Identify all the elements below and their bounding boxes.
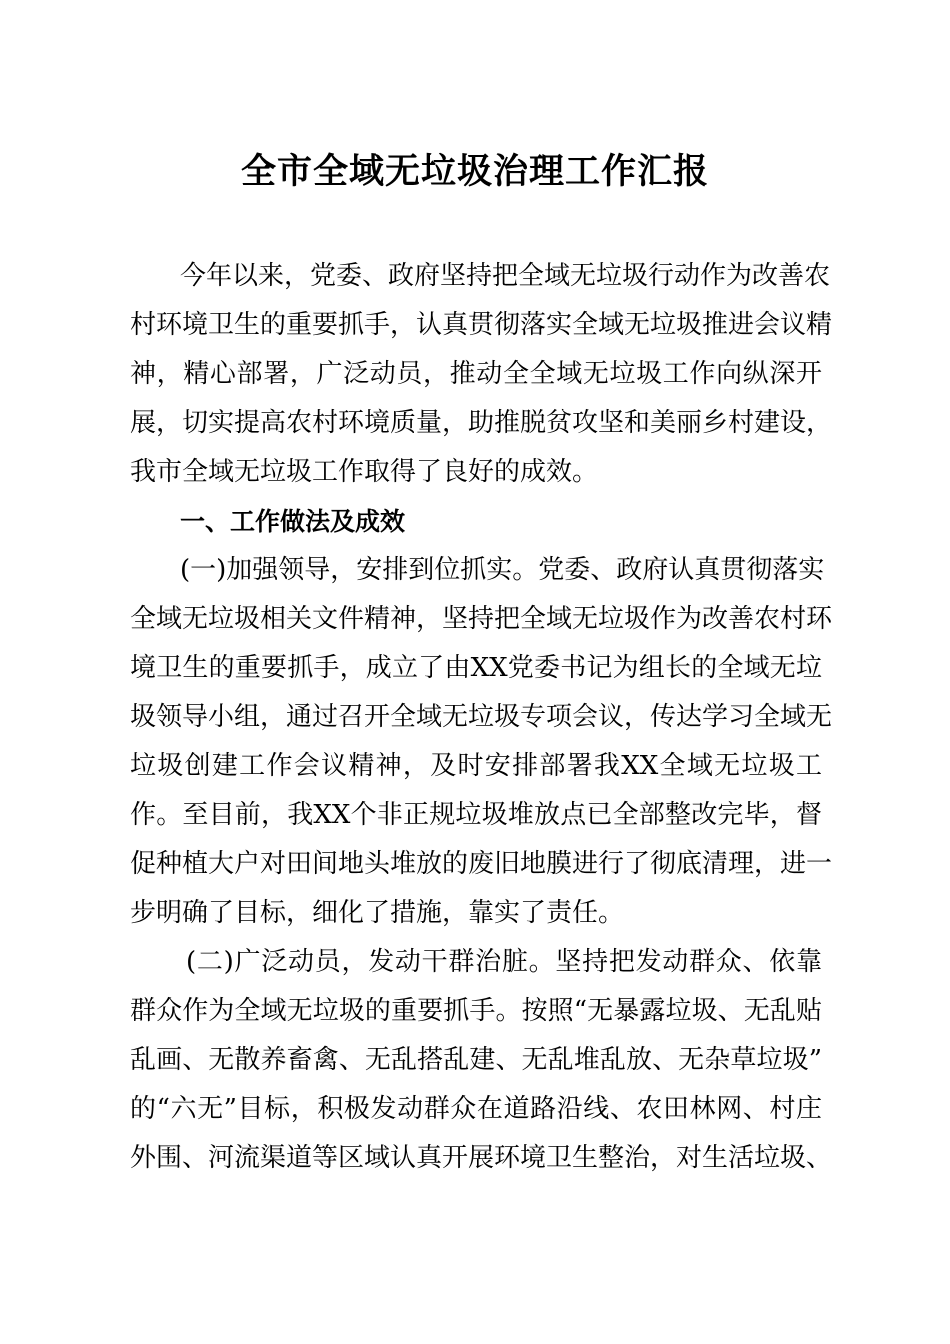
paragraph-line: 我市全域无垃圾工作取得了良好的成效。 bbox=[130, 457, 599, 487]
paragraph-line: 步明确了目标，细化了措施，靠实了责任。 bbox=[130, 898, 625, 928]
paragraph-line: (一)加强领导，安排到位抓实。党委、政府认真贯彻落实 bbox=[180, 555, 825, 585]
document-title: 全市全域无垃圾治理工作汇报 bbox=[240, 151, 709, 192]
paragraph-line: 作。至目前，我XX个非正规垃圾堆放点已全部整改完毕，督 bbox=[130, 800, 822, 830]
item-2-paragraph bbox=[130, 938, 833, 1183]
paragraph-line: 神，精心部署，广泛动员，推动全全域无垃圾工作向纵深开 bbox=[130, 359, 822, 389]
paragraph-line: 圾领导小组，通过召开全域无垃圾专项会议，传达学习全域无 bbox=[130, 702, 833, 732]
intro-paragraph bbox=[130, 252, 833, 497]
section-heading-text: 一、工作做法及成效 bbox=[180, 507, 406, 536]
document-body bbox=[130, 252, 833, 1183]
paragraph-line: 村环境卫生的重要抓手，认真贯彻落实全域无垃圾推进会议精 bbox=[130, 310, 833, 340]
paragraph-line: 展，切实提高农村环境质量，助推脱贫攻坚和美丽乡村建设， bbox=[130, 408, 833, 438]
paragraph-line: (二)广泛动员，发动干群治脏。坚持把发动群众、依靠 bbox=[186, 947, 822, 977]
paragraph-line: 垃圾创建工作会议精神，及时安排部署我XX全域无垃圾工 bbox=[130, 751, 822, 781]
section-heading bbox=[130, 497, 822, 546]
paragraph-line: 外围、河流渠道等区域认真开展环境卫生整治，对生活垃圾、 bbox=[130, 1143, 833, 1173]
paragraph-line: 促种植大户对田间地头堆放的废旧地膜进行了彻底清理，进一 bbox=[130, 849, 833, 879]
item-1-paragraph bbox=[130, 546, 833, 938]
paragraph-line: 乱画、无散养畜禽、无乱搭乱建、无乱堆乱放、无杂草垃圾” bbox=[130, 1045, 822, 1075]
paragraph-line: 今年以来，党委、政府坚持把全域无垃圾行动作为改善农 bbox=[180, 261, 831, 291]
paragraph-line: 的“六无”目标，积极发动群众在道路沿线、农田林网、村庄 bbox=[130, 1094, 822, 1124]
paragraph-line: 全域无垃圾相关文件精神，坚持把全域无垃圾作为改善农村环 bbox=[130, 604, 833, 634]
paragraph-line: 群众作为全域无垃圾的重要抓手。按照“无暴露垃圾、无乱贴 bbox=[130, 996, 822, 1026]
paragraph-line: 境卫生的重要抓手，成立了由XX党委书记为组长的全域无垃 bbox=[130, 653, 822, 683]
